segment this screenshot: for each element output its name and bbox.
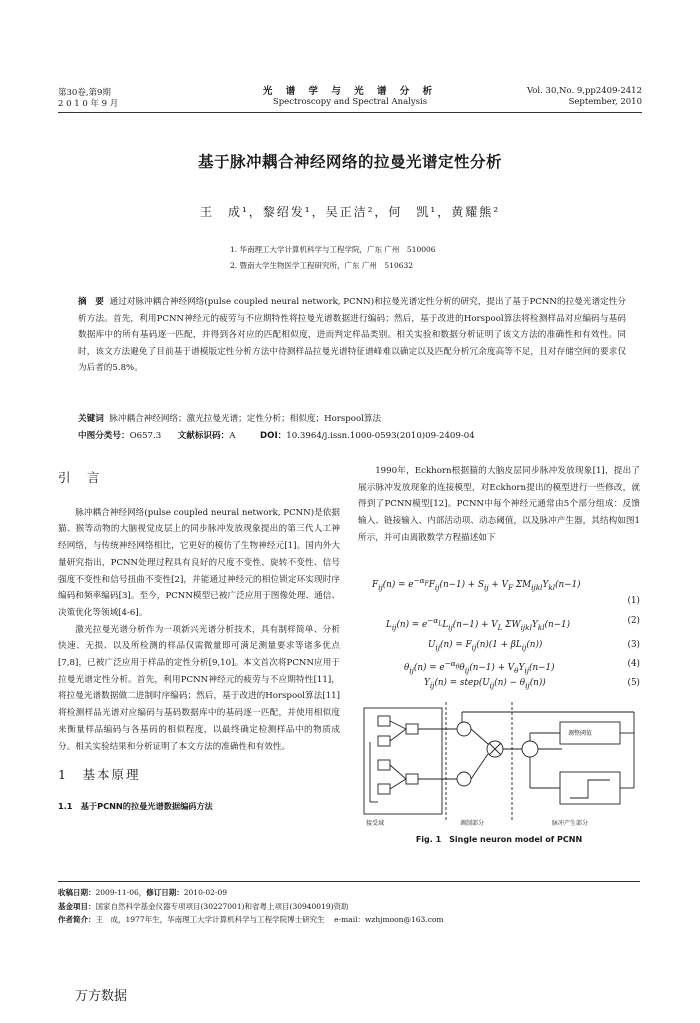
- abstract-label: 摘 要: [78, 297, 104, 307]
- input-node-2: [378, 736, 390, 746]
- intro-paragraph-2: 激光拉曼光谱分析作为一项新兴光谱分析技术，具有制样简单、分析快速、无损、以及所检测的样品仅需微量即可满足测量要求等诸多优点[7,8]，已被广泛应用于样品的定性分析[9,10]。本文首次将PCNN应用于拉曼光谱定性分析。首先，利用PCNN神经元的疲劳与不应期特性[11]，将拉曼光谱数据做二进制时序编码；然后，基于改进的Horspool算法[11]将检测样品光谱对应编码与基码数据库中的基码逐一匹配，并使用相似度来衡量样品编码与各基码的相似程度，以最终确定检测样品中的物质成分。相关实验结果和分析证明了本文方法的准确性和有效性。: [58, 624, 340, 752]
- affiliation-1: 1. 华南理工大学计算机科学与工程学院，广东 广州 510006: [230, 245, 436, 254]
- adder-l: [457, 722, 471, 736]
- input-node-3: [378, 760, 390, 770]
- watermark: 万方数据: [75, 989, 128, 1004]
- doi-label: DOI：: [260, 431, 287, 441]
- left-column: [58, 470, 340, 815]
- equation-number-4: (4): [627, 659, 640, 669]
- header-date-cn: 2 0 1 0 年 9 月: [58, 99, 119, 109]
- fund-text: 国家自然科学基金仪器专项项目(30227001)和省粤上项目(30940019)资助: [95, 901, 349, 911]
- receive-field-box: [364, 708, 442, 814]
- header-journal: [250, 86, 450, 108]
- header-citation: [452, 86, 642, 108]
- author-bio-label: 作者简介：: [58, 915, 96, 924]
- comparator: [522, 741, 538, 757]
- input-node-4: [378, 784, 390, 794]
- equation-3: $U_{ij}(n) = F_{ij}(n)(1 + \beta L_{ij}(n))$ (3): [428, 640, 640, 652]
- keywords-block: [78, 411, 626, 445]
- section-heading-intro: 引 言: [58, 470, 102, 485]
- header-vol-pages: Vol. 30,No. 9,pp2409-2412: [526, 86, 642, 96]
- header-volume: 第30卷,第9期: [58, 88, 111, 98]
- revised-date: 2010-02-09: [183, 888, 227, 897]
- doc-code-label: 文献标识码：: [177, 431, 230, 441]
- received-date: 2009-11-06，: [95, 888, 147, 897]
- figure-label-receive: 接受域: [366, 820, 385, 827]
- abstract-text: 通过对脉冲耦合神经网络(pulse coupled neural network, PCNN)和拉曼光谱定性分析的研究，提出了基于PCNN的拉曼光谱定性分析方法。首先，利用PCNN神经元的疲劳与不应期特性将拉曼光谱数据进行编码；然后，基于改进的Horspool算法将检测样品对应编码与基码数据库中的所有基码逐一匹配，并得到各对应的匹配相似度，进而判定样品类别。相关实验和数据分析证明了该文方法的准确性和有效性。同时，该文方法避免了目前基于谱模版定性分析方法中待测样品拉曼光谱特征谱峰难以确定以及匹配分析冗余度高等不足，且对存储空间的要求仅为后者的5.8%。: [78, 297, 626, 374]
- clc-label: 中图分类号：: [78, 431, 130, 441]
- sum-node-f: [406, 774, 418, 784]
- abstract: [78, 294, 626, 377]
- sum-node-l: [406, 724, 418, 734]
- journal-name-en: Spectroscopy and Spectral Analysis: [272, 97, 428, 107]
- keywords-text: 脉冲耦合神经网络；激光拉曼光谱；定性分析；相似度；Horspool算法: [109, 414, 382, 424]
- pcnn-neuron-diagram: [362, 702, 638, 830]
- revised-label: 修订日期：: [146, 888, 184, 897]
- author-email: e-mail：wzhjmoon@163.com: [334, 915, 444, 924]
- keywords-label: 关键词: [78, 414, 104, 424]
- affiliations: [230, 242, 436, 274]
- journal-name-cn: 光 谱 学 与 光 谱 分 析: [262, 86, 438, 97]
- equation-number-2: (2): [627, 616, 640, 626]
- equation-number-5: (5): [627, 678, 640, 688]
- figure-label-threshold: 调整阈值: [568, 730, 593, 737]
- figure-label-pulse: 脉冲产生部分: [552, 820, 589, 827]
- footnote-block: [58, 886, 640, 927]
- figure-label-modulate: 调制部分: [460, 820, 485, 827]
- author-bio: 王 成，1977年生，华南理工大学计算机科学与工程学院博士研究生: [95, 915, 325, 924]
- intro-paragraph-1: 脉冲耦合神经网络(pulse coupled neural network, PCNN)是依据猫、猴等动物的大脑视觉皮层上的同步脉冲发放现象提出的第三代人工神经网络，与传统神经网络相比，它更好的模仿了生物神经元[1]。国内外大量研究指出，PCNN处理过程具有良好的尺度不变性、旋转不变性、信号强度不变性和信号扭曲不变性[2]，并能通过神经元的相位锁定环实现时序编码和频率编码[3]。至今，PCNN模型已被广泛应用于图像处理、通信、决策优化等领域[4-6]。: [58, 507, 340, 618]
- equation-number-1: (1): [627, 596, 640, 606]
- equation-2: $L_{ij}(n) = e^{-\alpha_L}L_{ij}(n-1) + V_L$ $\Sigma W_{ijkl}Y_{kl}(n-1)$ (2): [386, 616, 640, 632]
- equation-5: $Y_{ij}(n)$ = $step(U_{ij}(n) - \theta_{ij}(n))$ (5): [424, 678, 640, 690]
- section-heading-1: 1 基本原理: [58, 767, 141, 783]
- header-issue: [58, 88, 178, 110]
- paper-title: 基于脉冲耦合神经网络的拉曼光谱定性分析: [197, 153, 502, 171]
- equation-1: $F_{ij}(n) = e^{-\alpha_F}F_{ij}(n-1) + S_{ij} + V_F$ $\Sigma M_{ijkl}Y_{kl}(n-1)$: [372, 576, 581, 592]
- fund-label: 基金项目：: [58, 901, 96, 911]
- footnote-rule: [58, 881, 640, 882]
- equation-number-3: (3): [627, 640, 640, 650]
- figure-caption: Fig. 1 Single neuron model of PCNN: [415, 835, 583, 844]
- doi-value: 10.3964/j.issn.1000-0593(2010)09-2409-04: [286, 431, 475, 441]
- received-label: 收稿日期：: [58, 888, 96, 897]
- header-rule: [58, 112, 642, 113]
- subsection-heading-1-1: 1.1 基于PCNN的拉曼光谱数据编码方法: [58, 800, 213, 811]
- author-list: 王 成¹，黎绍发¹，吴正洁²，何 凯¹，黄耀熊²: [199, 205, 501, 219]
- adder-f: [457, 772, 471, 786]
- equation-4: $\theta_{ij}(n) = e^{-\alpha_\theta}\theta_{ij}(n-1) + V_\theta Y_{ij}(n-1)$ (4): [404, 659, 640, 675]
- affiliation-2: 2. 暨南大学生物医学工程研究所，广东 广州 510632: [230, 261, 414, 270]
- right-column-text: 1990年，Eckhorn根据猫的大脑皮层同步脉冲发放现象[1]，提出了展示脉冲发放现象的连接模型，对Eckhorn提出的模型进行一些修改，就得到了PCNN模型[12]。PCNN中每个神经元通常由5个部分组成：反馈输入、链接输入、内部活动项、动态阈值，以及脉冲产生器，其结构如图1所示，并可由离散数学方程描述如下: [358, 466, 640, 543]
- header-date-en: September, 2010: [568, 97, 642, 107]
- input-node-1: [378, 716, 390, 726]
- doc-code-value: A: [229, 431, 236, 441]
- clc-value: O657.3: [129, 431, 162, 441]
- step-function-box: [560, 772, 620, 804]
